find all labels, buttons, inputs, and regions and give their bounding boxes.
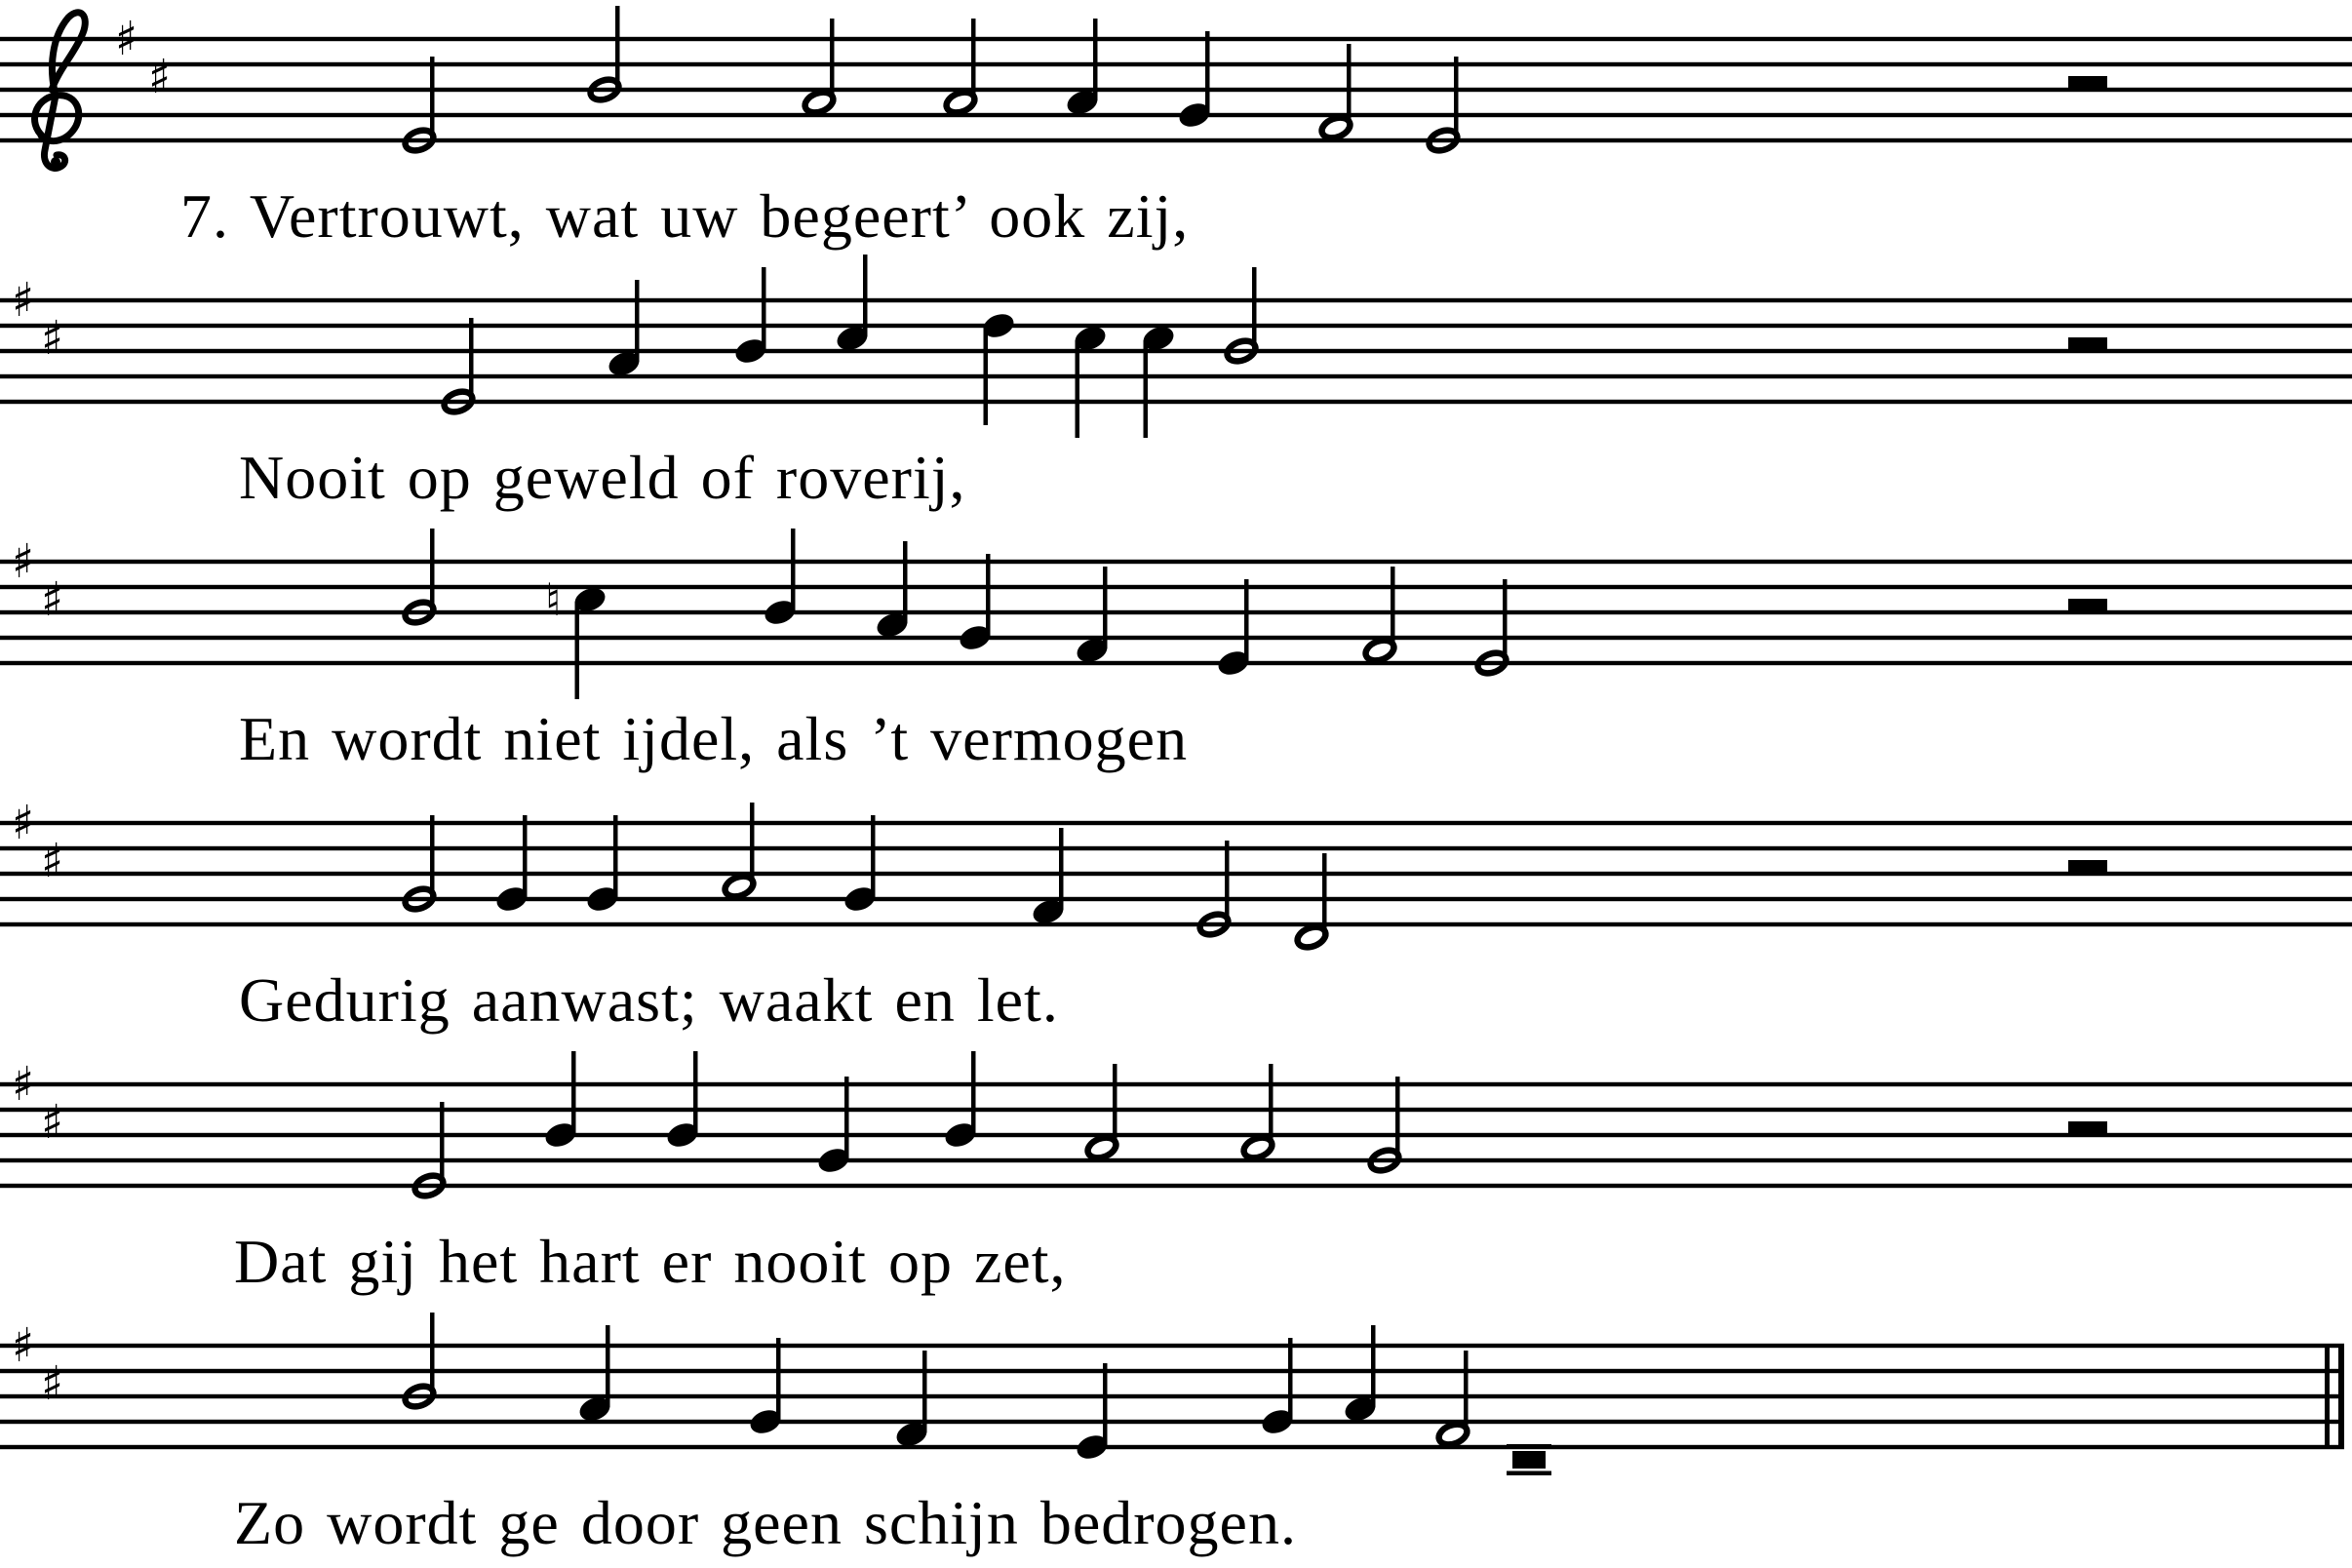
quarter-note xyxy=(893,1351,930,1450)
staff-6 xyxy=(0,1307,2352,1482)
quarter-note xyxy=(1030,828,1067,927)
staff-5 xyxy=(0,1045,2352,1221)
half-note xyxy=(803,19,837,116)
quarter-note xyxy=(1064,19,1101,118)
staff-line xyxy=(0,821,2352,825)
quarter-note xyxy=(1215,579,1252,679)
staff-line xyxy=(0,661,2352,665)
quarter-note xyxy=(874,541,911,641)
staff-line xyxy=(0,138,2352,142)
sharp-icon: ♯ xyxy=(12,273,35,328)
staff-line xyxy=(0,1344,2344,1348)
system-5 xyxy=(0,1045,2352,1307)
staff-line xyxy=(0,1394,2344,1398)
half-rest-icon xyxy=(2068,337,2107,351)
quarter-note xyxy=(732,267,769,367)
staff-line xyxy=(0,1369,2344,1373)
staff-line xyxy=(0,1445,2344,1449)
staff-line xyxy=(0,298,2352,302)
sharp-icon: ♯ xyxy=(41,1095,64,1150)
staff-line xyxy=(0,846,2352,850)
staff-line xyxy=(0,374,2352,378)
staff-2 xyxy=(0,261,2352,437)
staff-line xyxy=(0,1158,2352,1162)
quarter-note xyxy=(762,529,799,628)
quarter-note xyxy=(815,1077,852,1176)
sharp-icon: ♯ xyxy=(12,1057,35,1112)
staff-line xyxy=(0,922,2352,926)
quarter-note xyxy=(493,815,530,915)
lyric-line-2: Nooit op geweld of roverij, xyxy=(239,443,966,512)
system-1 xyxy=(0,0,2352,261)
system-6 xyxy=(0,1307,2352,1568)
final-barline xyxy=(2325,1344,2330,1449)
staff-line xyxy=(0,585,2352,589)
staff-line xyxy=(0,400,2352,404)
quarter-note xyxy=(542,1051,579,1151)
quarter-note xyxy=(1072,323,1109,438)
quarter-note xyxy=(1074,567,1111,666)
staff-line xyxy=(0,560,2352,564)
quarter-note xyxy=(747,1338,784,1437)
lyric-line-6: Zo wordt ge door geen schijn bedrogen. xyxy=(234,1488,1297,1557)
sharp-icon: ♯ xyxy=(115,12,138,66)
sharp-icon: ♯ xyxy=(12,534,35,589)
system-4 xyxy=(0,784,2352,1045)
half-note xyxy=(1085,1064,1119,1161)
half-note xyxy=(944,19,978,116)
quarter-note xyxy=(1342,1325,1379,1425)
quarter-note xyxy=(1176,31,1213,131)
sharp-icon: ♯ xyxy=(12,796,35,850)
half-rest-icon xyxy=(2068,860,2107,874)
sharp-icon: ♯ xyxy=(41,572,64,627)
staff-line xyxy=(0,324,2352,328)
quarter-note xyxy=(834,255,871,354)
sharp-icon: ♯ xyxy=(41,1356,64,1411)
staff-line xyxy=(0,1420,2344,1424)
staff-line xyxy=(0,897,2352,901)
quarter-note xyxy=(1074,1363,1111,1463)
quarter-note xyxy=(842,815,879,915)
half-note xyxy=(1436,1351,1470,1448)
system-2 xyxy=(0,261,2352,523)
half-note xyxy=(723,803,757,900)
quarter-note xyxy=(957,554,994,653)
sharp-icon: ♯ xyxy=(41,311,64,366)
half-note xyxy=(1241,1064,1275,1161)
half-rest-icon xyxy=(2068,1121,2107,1135)
quarter-note xyxy=(576,1325,613,1425)
half-note xyxy=(1363,567,1397,664)
sharp-icon: ♯ xyxy=(12,1318,35,1373)
quarter-note xyxy=(942,1051,979,1151)
quarter-note xyxy=(664,1051,701,1151)
staff-line xyxy=(0,610,2352,614)
half-rest-icon xyxy=(2068,76,2107,90)
quarter-note xyxy=(584,815,621,915)
half-rest-icon xyxy=(2068,599,2107,612)
staff-line xyxy=(0,1108,2352,1112)
staff-1 xyxy=(0,0,2352,176)
quarter-note xyxy=(1259,1338,1296,1437)
system-3 xyxy=(0,523,2352,784)
staff-line xyxy=(0,872,2352,876)
staff-line xyxy=(0,1184,2352,1188)
staff-line xyxy=(0,37,2352,41)
staff-3 xyxy=(0,523,2352,698)
staff-line xyxy=(0,636,2352,640)
half-note xyxy=(1295,853,1329,951)
lyric-line-1: 7. Vertrouwt, wat uw begeert’ ook zij, xyxy=(180,181,1190,251)
sharp-icon: ♯ xyxy=(148,50,172,104)
sharp-icon: ♯ xyxy=(41,834,64,888)
staff-line xyxy=(0,88,2352,92)
staff-line xyxy=(0,113,2352,117)
staff-line xyxy=(0,349,2352,353)
natural-icon: ♮ xyxy=(545,573,562,626)
lyric-line-5: Dat gij het hart er nooit op zet, xyxy=(234,1227,1067,1296)
staff-line xyxy=(0,62,2352,66)
quarter-note xyxy=(606,280,643,379)
final-barline xyxy=(2338,1344,2344,1449)
lyric-line-4: Gedurig aanwast; waakt en let. xyxy=(239,965,1059,1035)
staff-line xyxy=(0,1082,2352,1086)
quarter-note xyxy=(1140,323,1177,438)
lyric-line-3: En wordt niet ijdel, als ’t vermogen xyxy=(239,704,1189,773)
staff-line xyxy=(0,1133,2352,1137)
quarter-note xyxy=(980,310,1017,425)
staff-4 xyxy=(0,784,2352,960)
half-note xyxy=(1319,44,1353,141)
